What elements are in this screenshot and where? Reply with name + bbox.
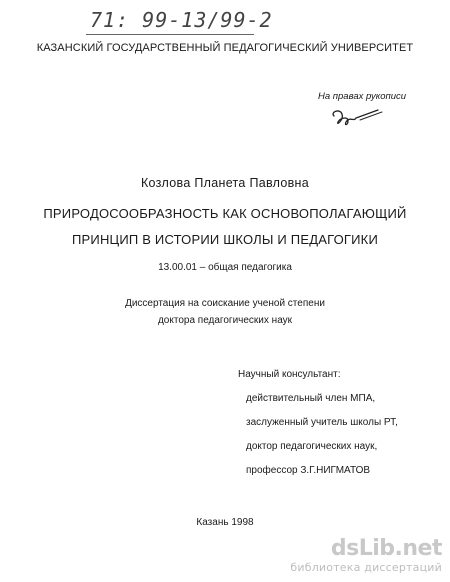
dissertation-title (0, 201, 450, 253)
watermark-logo (290, 538, 442, 560)
university-name: КАЗАНСКИЙ ГОСУДАРСТВЕННЫЙ ПЕДАГОГИЧЕСКИЙ УНИВЕРСИТЕТ (36, 42, 414, 54)
scientific-consultant-block (238, 363, 398, 483)
dslib-watermark (290, 538, 442, 574)
title-line-1: ПРИРОДОСООБРАЗНОСТЬ КАК ОСНОВОПОЛАГАЮЩИЙ (43, 206, 407, 221)
consultant-heading: Научный консультант: (238, 369, 341, 380)
watermark-logo-tld: .net (394, 536, 442, 561)
stamp-underline (86, 34, 254, 35)
manuscript-rights-note: На правах рукописи (318, 91, 407, 102)
watermark-logo-main: dsLib (330, 536, 395, 561)
consultant-line: доктор педагогических наук, (246, 441, 378, 452)
degree-line-1: Диссертация на соискание ученой степени (125, 298, 325, 309)
title-line-2: ПРИНЦИП В ИСТОРИИ ШКОЛЫ И ПЕДАГОГИКИ (71, 232, 378, 247)
consultant-line: профессор З.Г.НИГМАТОВ (246, 465, 371, 476)
city-year: Казань 1998 (196, 517, 254, 528)
degree-statement (0, 295, 450, 329)
watermark-caption: библиотека диссертаций (290, 561, 442, 574)
degree-line-2: доктора педагогических наук (157, 315, 293, 326)
consultant-line: действительный член МПА, (246, 393, 376, 404)
consultant-line: заслуженный учитель школы РТ, (246, 417, 398, 428)
archive-stamp-number: 71: 99-13/99-2 (90, 8, 273, 32)
handwritten-signature (326, 104, 386, 134)
specialty-code: 13.00.01 – общая педагогика (158, 262, 292, 273)
author-name: Козлова Планета Павловна (140, 176, 310, 190)
